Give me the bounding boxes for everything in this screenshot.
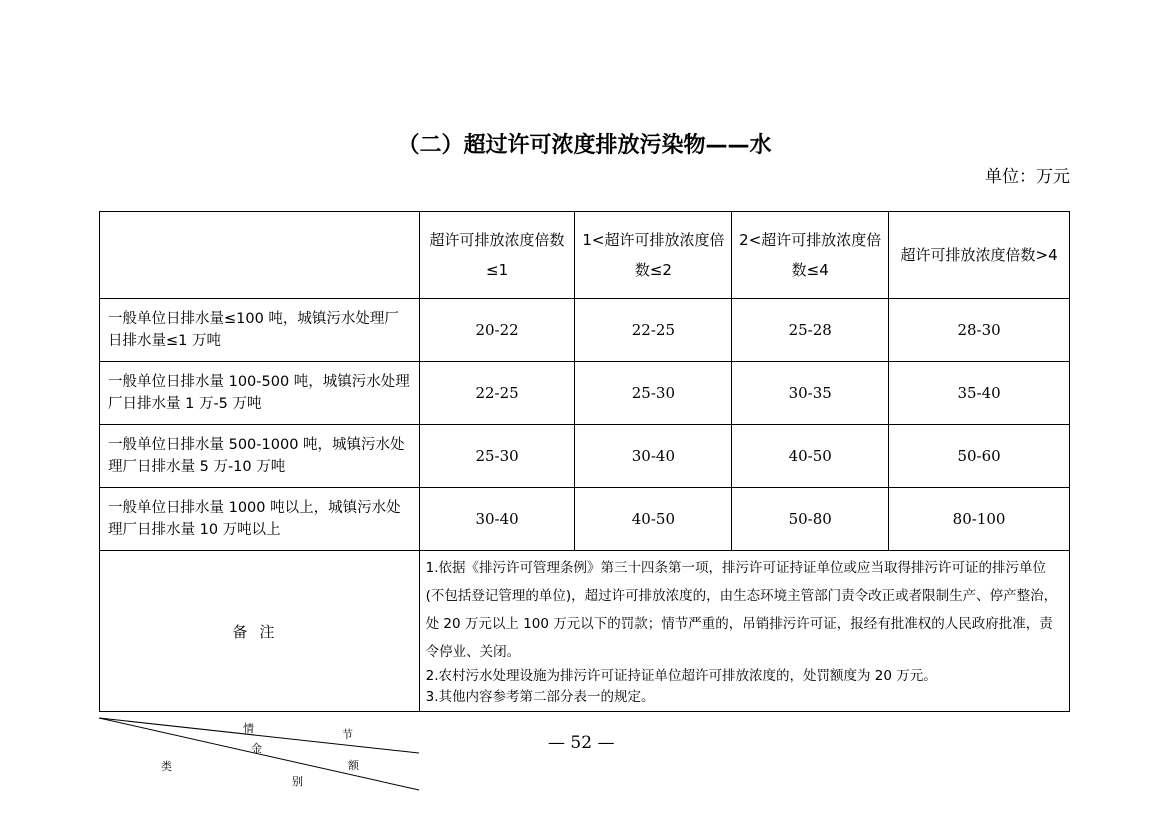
note-item: 2.农村污水处理设施为排污许可证持证单位超许可排放浓度的，处罚额度为 20 万元。 — [425, 668, 937, 684]
cell: 35-40 — [889, 362, 1070, 425]
column-header: 2<超许可排放浓度倍数≤4 — [732, 212, 889, 299]
cell: 40-50 — [575, 488, 732, 551]
note-item: 3.其他内容参考第二部分表一的规定。 — [425, 689, 655, 705]
cell: 28-30 — [889, 299, 1070, 362]
note-item: 1.依据《排污许可管理条例》第三十四条第一项，排污许可证持证单位或应当取得排污许可证的排污单位(不包括登记管理的单位)，超过许可排放浓度的，由生态环境主管部门责令改正或者限制生产、停产整治，处 20 万元以上 100 万元以下的罚款；情节严重的，吊销排污许可证，报经有批准权的人民政府批准，责令停业、关闭。 — [425, 560, 1058, 660]
section-title: （二）超过许可浓度排放污染物——水 — [397, 133, 772, 158]
cell: 20-22 — [419, 299, 575, 362]
notes-label: 备注 — [100, 551, 420, 712]
row-label: 一般单位日排水量 1000 吨以上，城镇污水处理厂日排水量 10 万吨以上 — [100, 488, 420, 551]
diagonal-label: 金 — [251, 742, 262, 755]
cell: 50-60 — [889, 425, 1070, 488]
row-label: 一般单位日排水量≤100 吨，城镇污水处理厂日排水量≤1 万吨 — [100, 299, 420, 362]
unit-label: 单位：万元 — [985, 167, 1070, 187]
column-header: 超许可排放浓度倍数≤1 — [419, 212, 575, 299]
diagonal-label: 情 — [243, 722, 254, 735]
cell: 30-35 — [732, 362, 889, 425]
diagonal-label: 额 — [348, 759, 359, 772]
column-header: 1<超许可排放浓度倍数≤2 — [575, 212, 732, 299]
cell: 25-28 — [732, 299, 889, 362]
cell: 22-25 — [419, 362, 575, 425]
cell: 80-100 — [889, 488, 1070, 551]
cell: 30-40 — [419, 488, 575, 551]
cell: 25-30 — [419, 425, 575, 488]
diagonal-label: 别 — [292, 775, 303, 788]
column-header: 超许可排放浓度倍数>4 — [889, 212, 1070, 299]
diagonal-label: 类 — [161, 760, 172, 773]
cell: 30-40 — [575, 425, 732, 488]
diagonal-label: 节 — [342, 728, 353, 741]
cell: 50-80 — [732, 488, 889, 551]
row-label: 一般单位日排水量 100-500 吨，城镇污水处理厂日排水量 1 万-5 万吨 — [100, 362, 420, 425]
row-label: 一般单位日排水量 500-1000 吨，城镇污水处理厂日排水量 5 万-10 万吨 — [100, 425, 420, 488]
cell: 40-50 — [732, 425, 889, 488]
cell: 25-30 — [575, 362, 732, 425]
page-number: — 52 — — [548, 733, 615, 753]
cell: 22-25 — [575, 299, 732, 362]
